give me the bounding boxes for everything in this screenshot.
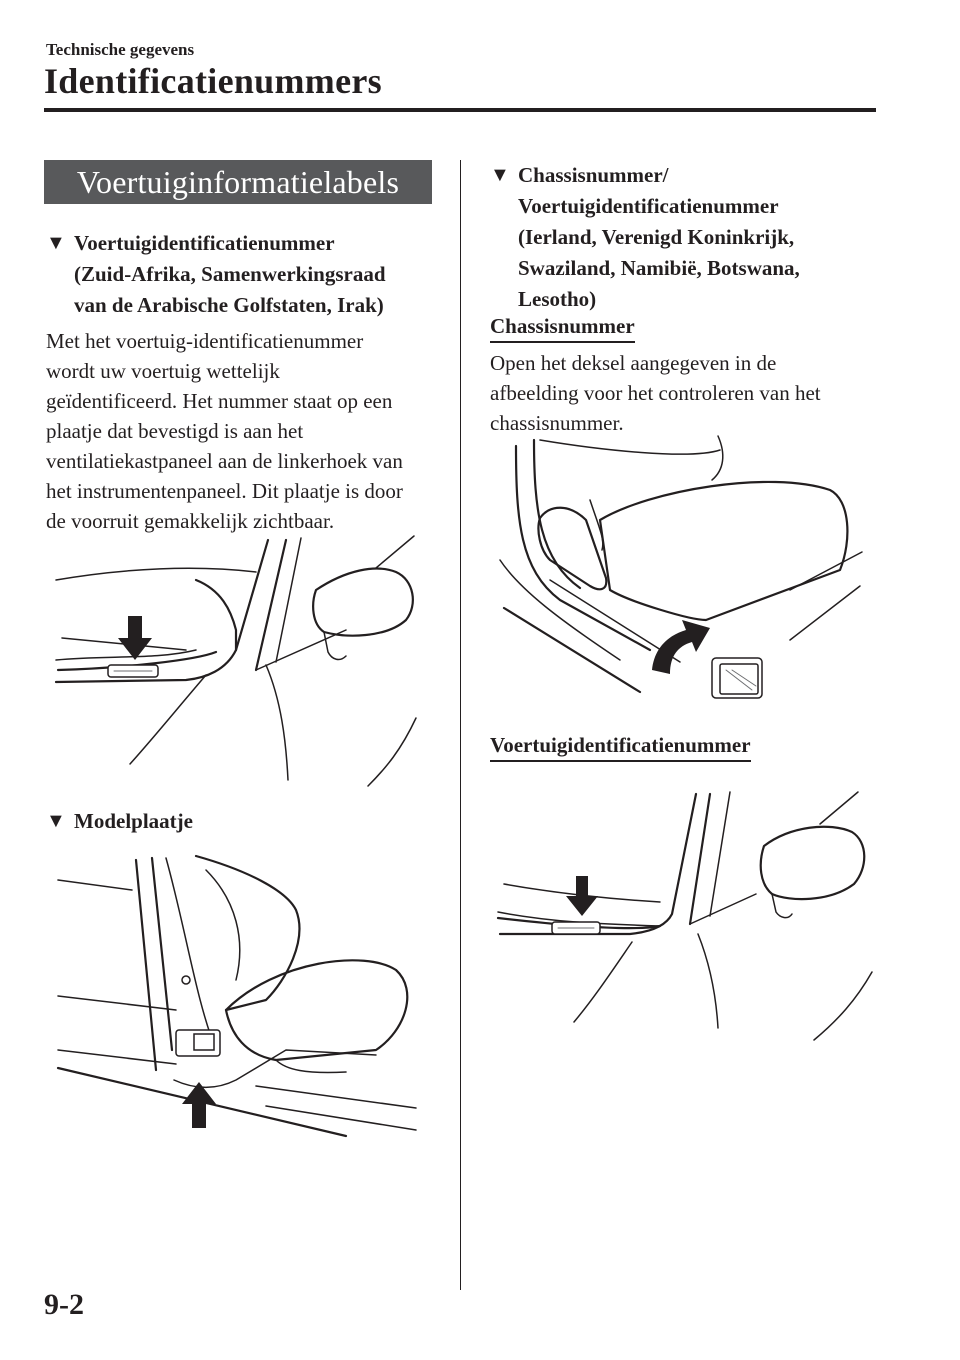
triangle-down-icon: ▼ [46, 232, 66, 254]
model-plate-illustration [46, 850, 446, 1150]
vin-dashboard-illustration [490, 784, 890, 1044]
vin-subheading-wrap [490, 731, 751, 762]
chassis-description-line-2: afbeelding voor het controleren van het [490, 381, 821, 405]
section-banner: Voertuiginformatielabels [44, 160, 432, 204]
vin-description-line-1: Met het voertuig-identificatienummer [46, 329, 364, 353]
vin-heading [46, 228, 446, 321]
page-title: Identificatienummers [44, 61, 382, 101]
chassis-heading [490, 160, 890, 315]
chassis-heading-line-3: (Ierland, Verenigd Koninkrijk, [518, 225, 795, 249]
chassis-description [490, 348, 910, 438]
vin-description-line-4: plaatje dat bevestigd is aan het [46, 419, 304, 443]
vin-description-line-3: geïdentificeerd. Het nummer staat op een [46, 389, 393, 413]
vin-plate-illustration [46, 520, 446, 800]
column-divider [460, 160, 461, 1290]
vin-description-line-2: wordt uw voertuig wettelijk [46, 359, 280, 383]
vin-description-line-7: de voorruit gemakkelijk zichtbaar. [46, 509, 335, 533]
chassis-description-line-1: Open het deksel aangegeven in de [490, 351, 777, 375]
chassis-heading-line-4: Swaziland, Namibië, Botswana, [518, 256, 800, 280]
arrow-down-icon [566, 876, 598, 916]
chassis-subheading-wrap [490, 312, 635, 343]
arrow-down-icon [118, 616, 152, 660]
chassis-heading-line-2: Voertuigidentificatienummer [518, 194, 779, 218]
vin-heading-line-2: (Zuid-Afrika, Samenwerkingsraad [74, 262, 386, 286]
chassis-number-illustration [490, 430, 890, 720]
model-plate-heading-text: Modelplaatje [74, 809, 193, 833]
page-number: 9-2 [44, 1288, 84, 1321]
vin-description [46, 326, 456, 536]
chassis-subheading: Chassisnummer [490, 312, 635, 343]
vin-heading-line-3: van de Arabische Golfstaten, Irak) [74, 293, 384, 317]
chassis-description-line-3: chassisnummer. [490, 411, 624, 435]
title-rule [44, 108, 876, 112]
model-plate-heading [46, 806, 446, 837]
vin-description-line-6: het instrumentenpaneel. Dit plaatje is door [46, 479, 403, 503]
breadcrumb: Technische gegevens [46, 40, 195, 59]
chassis-heading-line-5: Lesotho) [518, 287, 597, 311]
chassis-heading-line-1: Chassisnummer/ [518, 163, 669, 187]
arrow-up-right-icon [652, 620, 710, 674]
triangle-down-icon: ▼ [490, 164, 510, 186]
vin-description-line-5: ventilatiekastpaneel aan de linkerhoek van [46, 449, 403, 473]
vin-subheading: Voertuigidentificatienummer [490, 731, 751, 762]
vin-heading-line-1: Voertuigidentificatienummer [74, 231, 335, 255]
triangle-down-icon: ▼ [46, 810, 66, 832]
